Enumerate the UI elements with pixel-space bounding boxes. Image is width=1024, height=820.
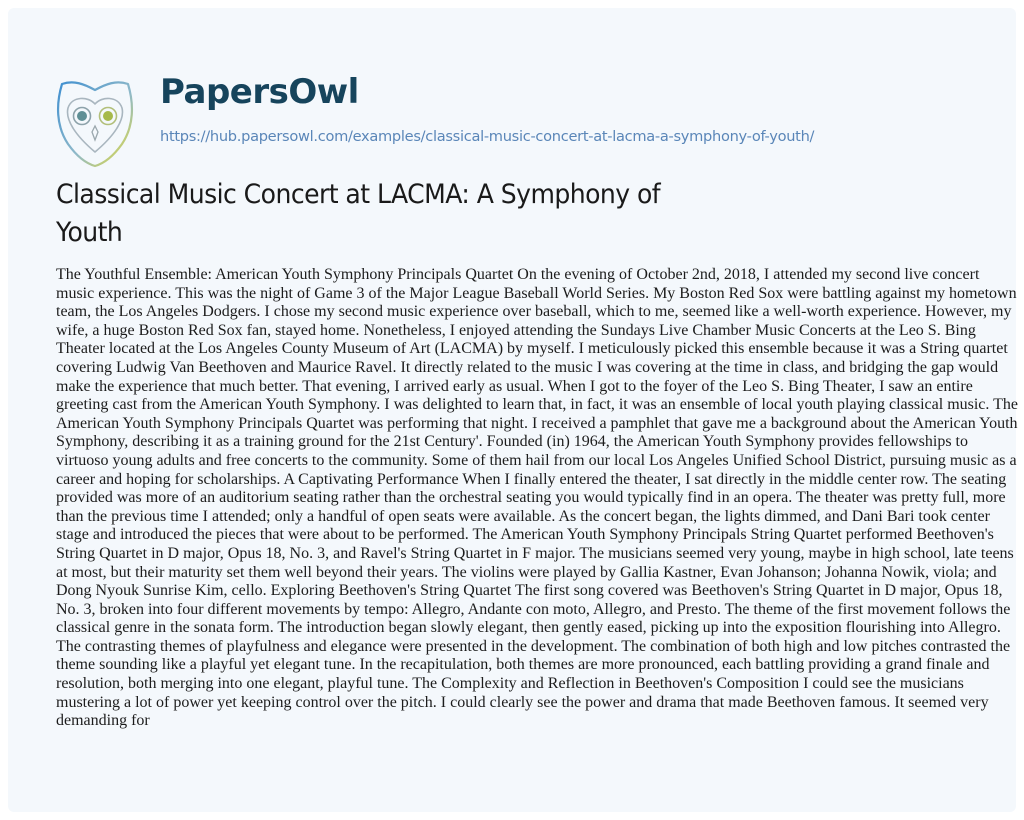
source-url-link[interactable]: https://hub.papersowl.com/examples/classical-music-concert-at-lacma-a-symphony-of-youth/ [160, 128, 815, 145]
brand-text [160, 70, 814, 145]
owl-logo-icon[interactable] [52, 74, 138, 170]
article-body: The Youthful Ensemble: American Youth Symphony Principals Quartet On the evening of October 2nd, 2018, I attended my second live concert music experience. This was the night of Game 3 of the Major League Baseball World Series. My Boston Red Sox were battling against my hometown team, the Los Angeles Dodgers. I chose my second music experience over baseball, which to me, seemed like a well-worth experience. However, my wife, a huge Boston Red Sox fan, stayed home. Nonetheless, I enjoyed attending the Sundays Live Chamber Music Concerts at the Leo S. Bing Theater located at the Los Angeles County Museum of Art (LACMA) by myself. I meticulously picked this ensemble because it was a String quartet covering Ludwig Van Beethoven and Maurice Ravel. It directly related to the music I was covering at the time in class, and bridging the gap would make the experience that much better. That evening, I arrived early as usual. When I got to the foyer of the Leo S. Bing Theater, I saw an entire greeting cast from the American Youth Symphony. I was delighted to learn that, in fact, it was an ensemble of local youth playing classical music. The American Youth Symphony Principals Quartet was performing that night. I received a pamphlet that gave me a background about the American Youth Symphony, describing it as a training ground for the 21st Century'. Founded (in) 1964, the American Youth Symphony provides fellowships to virtuoso young adults and free concerts to the community. Some of them hail from our local Los Angeles Unified School District, pursuing music as a career and hoping for scholarships. A Captivating Performance When I finally entered the theater, I sat directly in the middle center row. The seating provided was more of an auditorium seating rather than the orchestral seating you would typically find in an opera. The theater was pretty full, more than the previous time I attended; only a handful of open seats were available. As the concert began, the lights dimmed, and Dani Bari took center stage and introduced the pieces that were about to be performed. The American Youth Symphony Principals String Quartet performed Beethoven's String Quartet in D major, Opus 18, No. 3, and Ravel's String Quartet in F major. The musicians seemed very young, maybe in high school, late teens at most, but their maturity set them well beyond their years. The violins were played by Gallia Kastner, Evan Johanson; Johanna Nowik, viola; and Dong Nyouk Sunrise Kim, cello. Exploring Beethoven's String Quartet The first song covered was Beethoven's String Quartet in D major, Opus 18, No. 3, broken into four different movements by tempo: Allegro, Andante con moto, Allegro, and Presto. The theme of the first movement follows the classical genre in the sonata form. The introduction began slowly elegant, then gently eased, picking up into the exposition flourishing into Allegro. The contrasting themes of playfulness and elegance were presented in the development. The combination of both high and low pitches contrasted the theme sounding like a playful yet elegant tune. In the recapitulation, both themes are more pronounced, each battling providing a grand finale and resolution, both merging into one elegant, playful tune. The Complexity and Reflection in Beethoven's Composition I could see the musicians mustering a lot of power yet keeping control over the pitch. I could clearly see the power and drama that made Beethoven famous. It seemed very demanding for [56, 266, 1018, 730]
brand-header [52, 68, 814, 170]
content-card [8, 8, 1016, 812]
article-title: Classical Music Concert at LACMA: A Symphony of Youth [56, 179, 661, 248]
brand-name[interactable]: PapersOwl [160, 72, 359, 112]
